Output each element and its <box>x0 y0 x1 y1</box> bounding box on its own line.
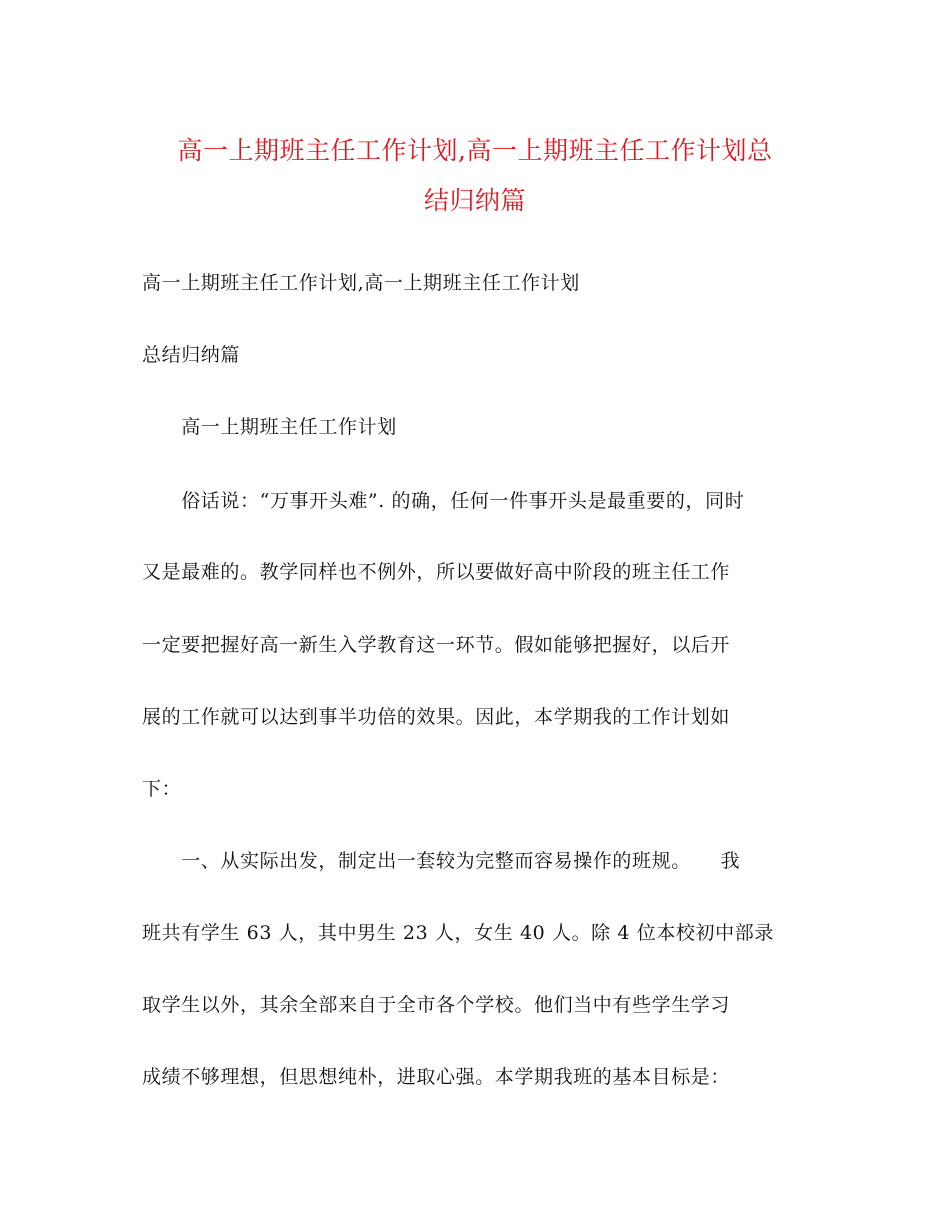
body-line: 展的工作就可以达到事半功倍的效果。因此，本学期我的工作计划如 <box>142 706 731 728</box>
body-line: 又是最难的。教学同样也不例外，所以要做好高中阶段的班主任工作 <box>142 561 731 583</box>
title-line-1: 高一上期班主任工作计划,高一上期班主任工作计划总 <box>177 136 773 165</box>
body-line: 取学生以外，其余全部来自于全市各个学校。他们当中有些学生学习 <box>142 994 731 1016</box>
body-line: 高一上期班主任工作计划,高一上期班主任工作计划 <box>142 272 580 294</box>
body-line: 一、从实际出发，制定出一套较为完整而容易操作的班规。 我 <box>142 850 741 872</box>
title-line-2: 结归纳篇 <box>423 186 526 215</box>
body-line: 总结归纳篇 <box>142 344 241 366</box>
body-line: 成绩不够理想，但思想纯朴，进取心强。本学期我班的基本目标是： <box>142 1066 731 1088</box>
body-line: 俗话说：“万事开头难”. 的确，任何一件事开头是最重要的，同时 <box>142 490 745 512</box>
body-line: 班共有学生 63 人，其中男生 23 人，女生 40 人。除 4 位本校初中部录 <box>142 922 774 944</box>
body-line: 一定要把握好高一新生入学教育这一环节。假如能够把握好，以后开 <box>142 634 731 656</box>
section-heading: 高一上期班主任工作计划 <box>142 416 397 438</box>
body-line: 下： <box>142 778 182 800</box>
document-title <box>120 126 830 226</box>
